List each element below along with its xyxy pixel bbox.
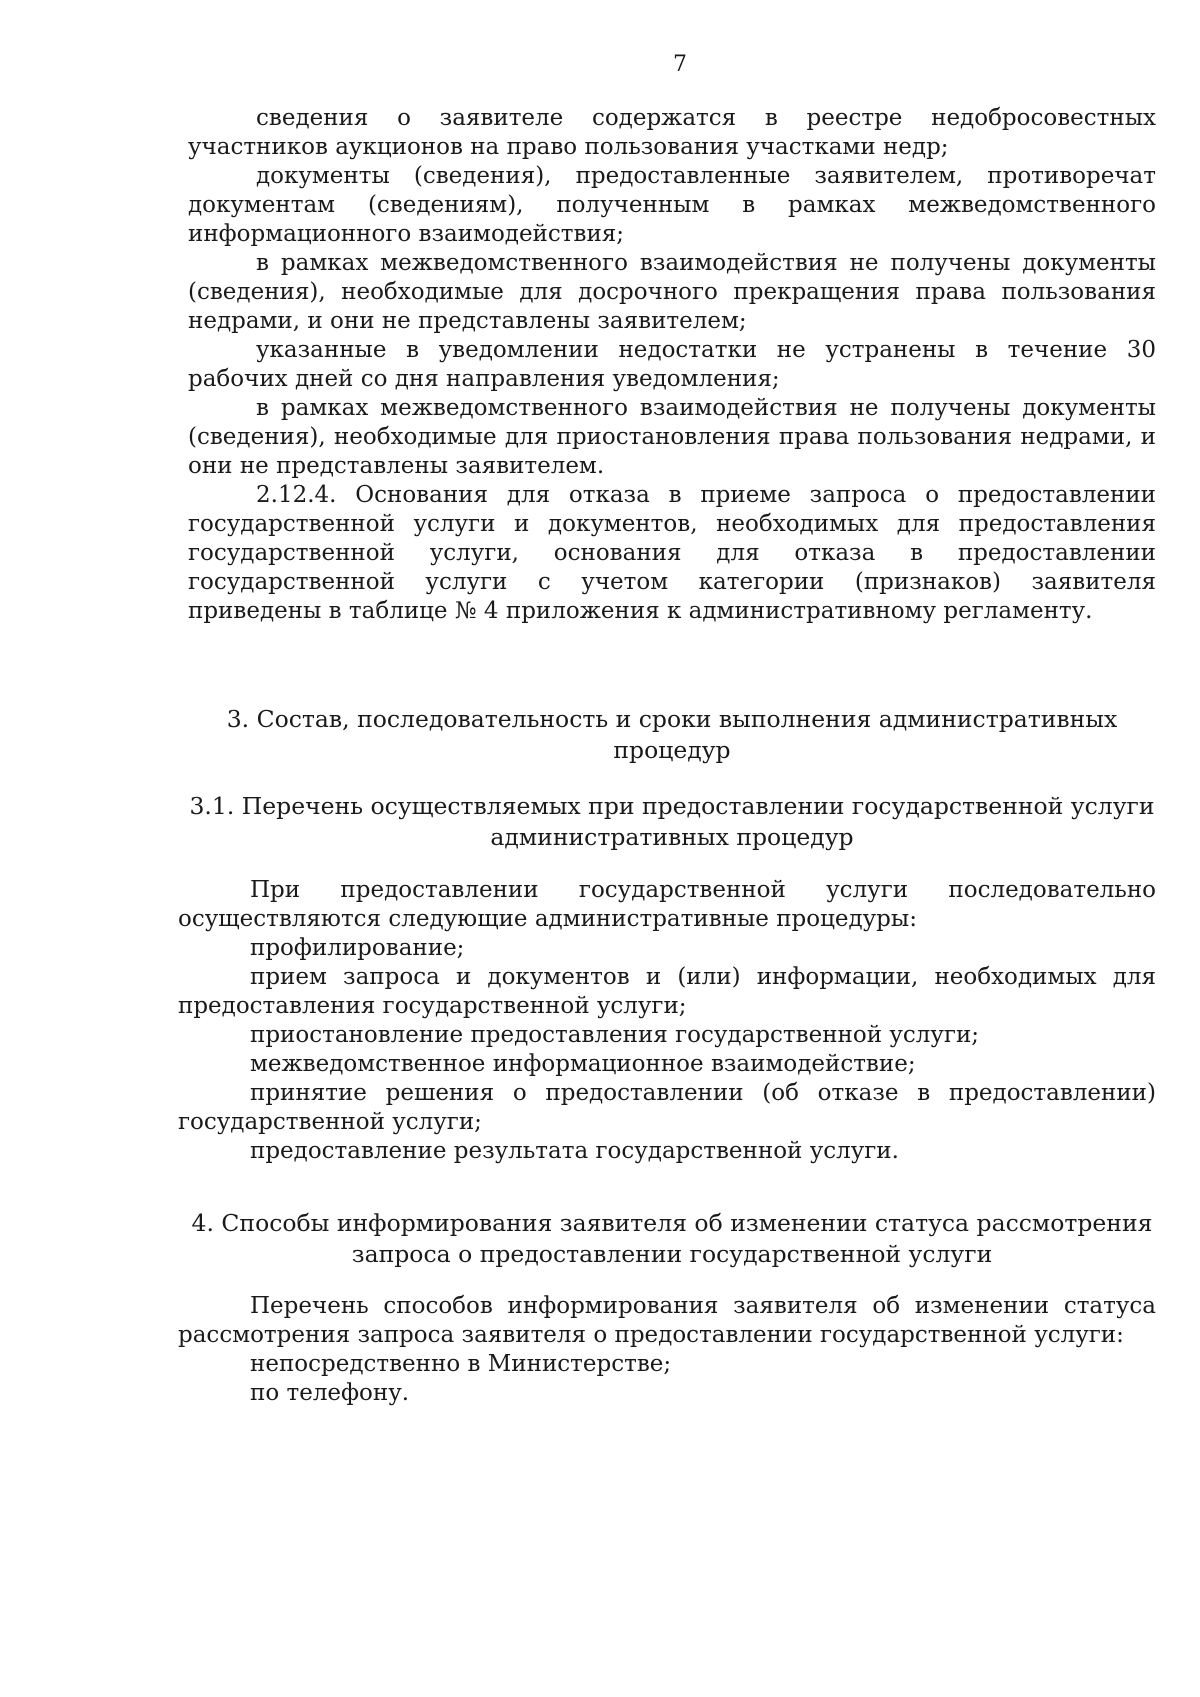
list-item: межведомственное информационное взаимодействие; [250, 1051, 916, 1077]
paragraph: в рамках межведомственного взаимодействия не получены документы (сведения), необходимые для досрочного прекращения права пользования недрами, и они не представлены заявителем; [188, 250, 1156, 334]
heading-line: 4. Способы информирования заявителя об изменении статуса рассмотрения [191, 1209, 1153, 1237]
paragraph: сведения о заявителе содержатся в реестре недобросовестных участников аукционов на право пользования участками недр; [188, 105, 1156, 160]
informing-methods-list [178, 1292, 1156, 1408]
paragraph: указанные в уведомлении недостатки не устранены в течение 30 рабочих дней со дня направления уведомления; [188, 337, 1156, 392]
paragraph: Перечень способов информирования заявителя об изменении статуса рассмотрения запроса заявителя о предоставлении государственной услуги: [178, 1293, 1156, 1348]
list-item: принятие решения о предоставлении (об отказе в предоставлении) государственной услуги; [178, 1080, 1156, 1135]
heading-line: 3.1. Перечень осуществляемых при предоставлении государственной услуги [189, 792, 1155, 820]
page-number: 7 [673, 52, 687, 77]
list-item: прием запроса и документов и (или) информации, необходимых для предоставления государственной услуги; [178, 964, 1156, 1019]
list-item: непосредственно в Министерстве; [250, 1351, 672, 1377]
list-item: приостановление предоставления государственной услуги; [250, 1022, 980, 1048]
paragraph: документы (сведения), предоставленные заявителем, противоречат документам (сведениям), полученным в рамках межведомственного информационного взаимодействия; [188, 163, 1156, 247]
refusal-grounds-list [188, 104, 1156, 626]
list-item: предоставление результата государственной услуги. [250, 1138, 899, 1164]
section-4-heading [188, 1208, 1156, 1270]
heading-line: процедур [613, 736, 731, 764]
paragraph: в рамках межведомственного взаимодействия не получены документы (сведения), необходимые для приостановления права пользования недрами, и они не представлены заявителем. [188, 395, 1156, 479]
paragraph: При предоставлении государственной услуги последовательно осуществляются следующие административные процедуры: [178, 877, 1156, 932]
procedures-list [178, 876, 1156, 1166]
section-3-heading [188, 704, 1156, 766]
heading-line: 3. Состав, последовательность и сроки выполнения административных [226, 705, 1118, 733]
heading-line: административных процедур [490, 823, 854, 851]
heading-line: запроса о предоставлении государственной услуги [351, 1240, 993, 1268]
section-3-1-heading [188, 791, 1156, 853]
paragraph-2-12-4: 2.12.4. Основания для отказа в приеме запроса о предоставлении государственной услуги и документов, необходимых для предоставления государственной услуги, основания для отказа в предоставлении государственной услуги с учетом категории (признаков) заявителя приведены в таблице № 4 приложения к административному регламенту. [188, 482, 1156, 624]
list-item: профилирование; [250, 935, 465, 961]
list-item: по телефону. [250, 1380, 410, 1406]
